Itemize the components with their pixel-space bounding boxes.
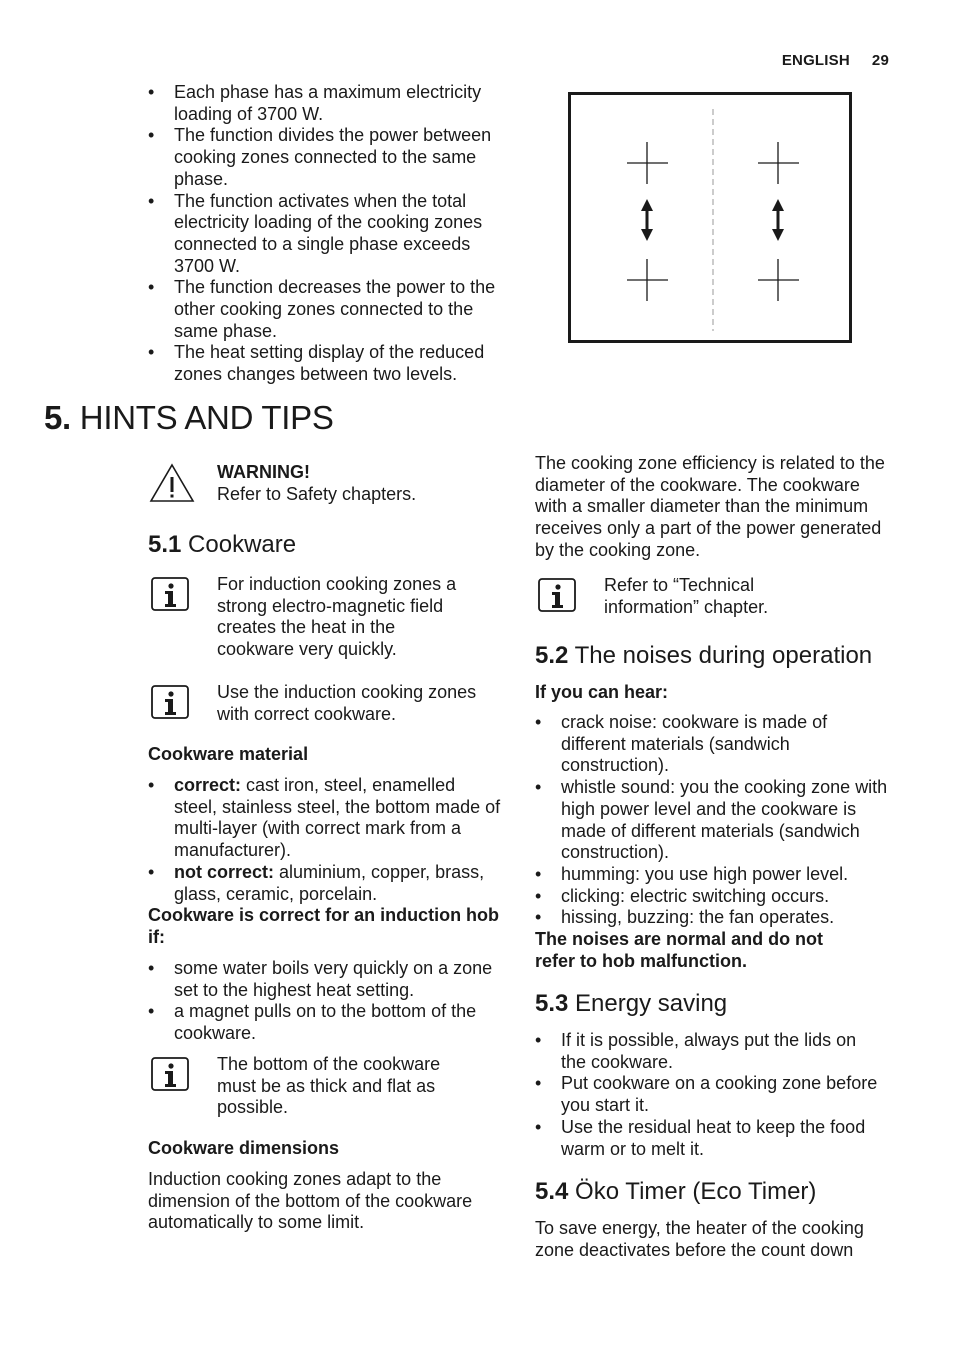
- page-number: 29: [871, 52, 889, 69]
- subsection-number: 5.4: [535, 1178, 569, 1205]
- subsection-title-text: Öko Timer (Eco Timer): [575, 1178, 817, 1205]
- energy-saving-list: [535, 1030, 885, 1160]
- info-icon: [148, 1054, 192, 1098]
- list-item: • Put cookware on a cooking zone before you start it.: [535, 1073, 885, 1116]
- list-item: • The function activates when the total electricity loading of the cooking zones connected to a single phase exceeds 3700 W.: [148, 191, 503, 278]
- list-item: • The function decreases the power to the other cooking zones connected to the same phase.: [148, 277, 503, 342]
- section-title-text: HINTS AND TIPS: [79, 399, 334, 436]
- right-double-arrow-icon: [772, 199, 784, 241]
- info-note: [148, 574, 503, 664]
- section-number: 5.: [44, 399, 71, 436]
- list-item: • crack noise: cookware is made of different materials (sandwich construction).: [535, 712, 895, 777]
- cookware-dimensions-heading: Cookware dimensions: [148, 1138, 340, 1158]
- subsection-number: 5.3: [535, 990, 569, 1017]
- info-icon: [535, 575, 579, 619]
- info-text: Use the induction cooking zones with correct cookware.: [217, 682, 477, 724]
- list-item: • some water boils very quickly on a zone set to the highest heat setting.: [148, 958, 503, 1001]
- subsection-number: 5.1: [148, 531, 182, 558]
- item-text: aluminium, copper, brass, glass, ceramic, porcelain.: [174, 861, 485, 904]
- efficiency-paragraph: The cooking zone efficiency is related to the diameter of the cookware. The cookware with a smaller diameter than the minimum receives only a part of the power generated by the cooking zone.: [535, 453, 885, 560]
- subsection-title-text: Cookware: [188, 531, 297, 558]
- language-label: ENGLISH: [781, 52, 850, 69]
- list-item: • a magnet pulls on to the bottom of the cookware.: [148, 1001, 503, 1044]
- subsection-title-5-3: [535, 990, 727, 1018]
- info-icon: [148, 682, 192, 726]
- two-phase-cooking-zones-diagram: [568, 92, 852, 343]
- cookware-material-list: [148, 775, 503, 905]
- noises-normal-note: The noises are normal and do not refer to hob malfunction.: [535, 929, 824, 971]
- warning-title: WARNING!: [217, 462, 310, 482]
- warning-triangle-icon: [148, 462, 196, 504]
- if-you-can-hear-heading: If you can hear:: [535, 682, 669, 702]
- warning-note: [148, 462, 503, 512]
- correct-if-heading: Cookware is correct for an induction hob if:: [148, 905, 500, 947]
- phase-function-list: [148, 82, 503, 386]
- cookware-material-heading: Cookware material: [148, 744, 309, 764]
- info-note: [148, 682, 503, 732]
- info-text: Refer to “Technical information” chapter.: [604, 575, 769, 617]
- eco-timer-text: To save energy, the heater of the cooking zone deactivates before the count down: [535, 1218, 864, 1260]
- list-item: [148, 862, 503, 905]
- list-item: • humming: you use high power level.: [535, 864, 895, 886]
- phase-diagram-graphic: [571, 95, 849, 340]
- section-title: [44, 398, 334, 438]
- subsection-title-5-1: [148, 531, 296, 559]
- left-double-arrow-icon: [641, 199, 653, 241]
- list-item: • The heat setting display of the reduced zones changes between two levels.: [148, 342, 503, 385]
- subsection-title-5-4: [535, 1178, 816, 1206]
- correct-if-list: [148, 958, 503, 1045]
- item-label: not correct:: [174, 861, 275, 882]
- list-item: • Use the residual heat to keep the food warm or to melt it.: [535, 1117, 885, 1160]
- list-item: • Each phase has a maximum electricity loading of 3700 W.: [148, 82, 503, 125]
- list-item: • If it is possible, always put the lids on the cookware.: [535, 1030, 885, 1073]
- subsection-number: 5.2: [535, 642, 569, 669]
- cookware-dimensions-text: Induction cooking zones adapt to the dimension of the bottom of the cookware automatically to some limit.: [148, 1169, 473, 1233]
- info-note: [535, 575, 895, 625]
- list-item: • whistle sound: you the cooking zone with high power level and the cookware is made of different materials (sandwich construction).: [535, 777, 895, 864]
- info-note: [148, 1054, 503, 1124]
- list-item: • The function divides the power between cooking zones connected to the same phase.: [148, 125, 503, 190]
- info-text: For induction cooking zones a strong electro-magnetic field creates the heat in the cookware very quickly.: [217, 574, 457, 660]
- noises-list: [535, 712, 895, 929]
- list-item: • clicking: electric switching occurs.: [535, 886, 895, 908]
- item-label: correct:: [174, 775, 242, 795]
- subsection-title-text: Energy saving: [575, 990, 728, 1017]
- subsection-title-text: The noises during operation: [574, 642, 873, 669]
- info-icon: [148, 574, 192, 618]
- list-item: • hissing, buzzing: the fan operates.: [535, 907, 895, 929]
- info-text: The bottom of the cookware must be as thick and flat as possible.: [217, 1054, 441, 1118]
- item-text: cast iron, steel, enamelled steel, stainless steel, the bottom made of multi-layer (with correct mark from a manufacturer).: [174, 775, 501, 861]
- page-header: [782, 50, 889, 72]
- list-item: [148, 775, 503, 862]
- warning-text: Refer to Safety chapters.: [217, 483, 417, 504]
- subsection-title-5-2: [535, 642, 872, 670]
